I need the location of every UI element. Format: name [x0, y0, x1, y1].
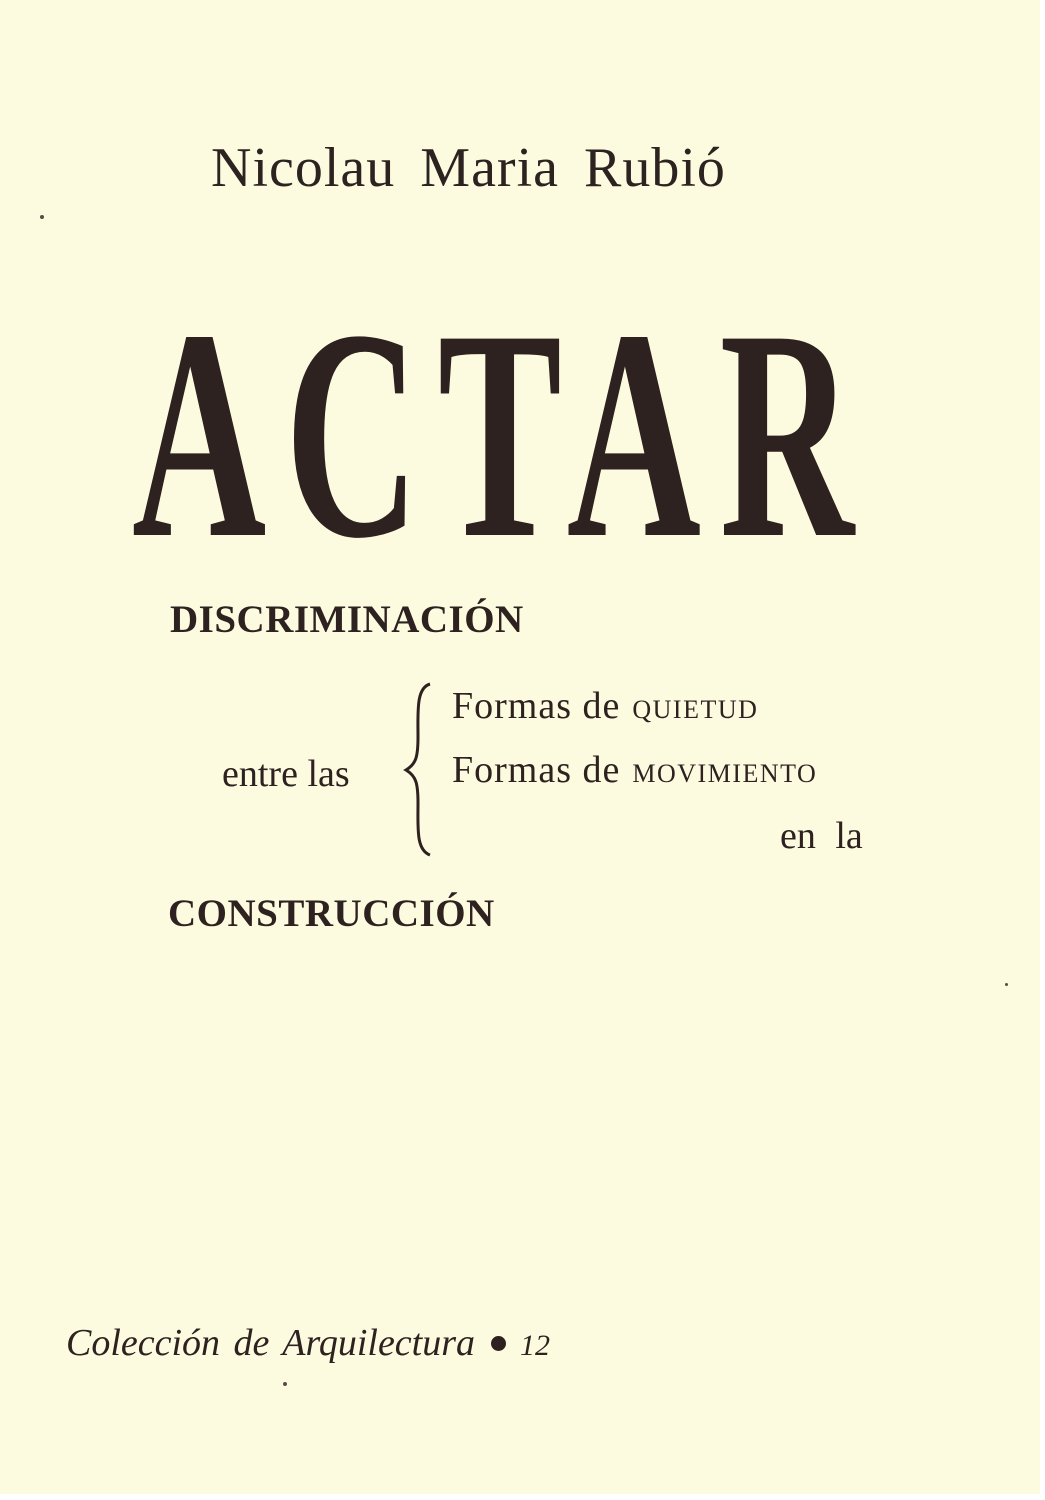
entre-las-text: entre las [222, 753, 350, 795]
subtitle-construccion: CONSTRUCCIÓN [168, 892, 495, 935]
curly-brace-icon [402, 682, 438, 857]
collection-number: 12 [520, 1329, 551, 1362]
forma-movimiento-word: MOVIMIENTO [632, 759, 818, 788]
en-la-text: en la [780, 815, 863, 857]
forma-movimiento-prefix: Formas de [452, 749, 621, 791]
forma-movimiento-line [452, 748, 817, 796]
paper-speck [40, 215, 44, 219]
forma-quietud-word: QUIETUD [632, 695, 759, 724]
subtitle-discriminacion: DISCRIMINACIÓN [170, 598, 524, 641]
paper-speck [283, 1382, 287, 1386]
collection-label: Colección de Arquilectura [66, 1322, 476, 1364]
scan-edge [1040, 0, 1045, 1500]
bullet-icon [491, 1336, 506, 1351]
forma-quietud-line [452, 684, 758, 732]
book-title: ACTAR [132, 268, 873, 600]
author-name: Nicolau Maria Rubió [211, 137, 726, 199]
collection-line [66, 1318, 550, 1371]
paper-speck [1005, 983, 1008, 986]
forma-quietud-prefix: Formas de [452, 685, 621, 727]
